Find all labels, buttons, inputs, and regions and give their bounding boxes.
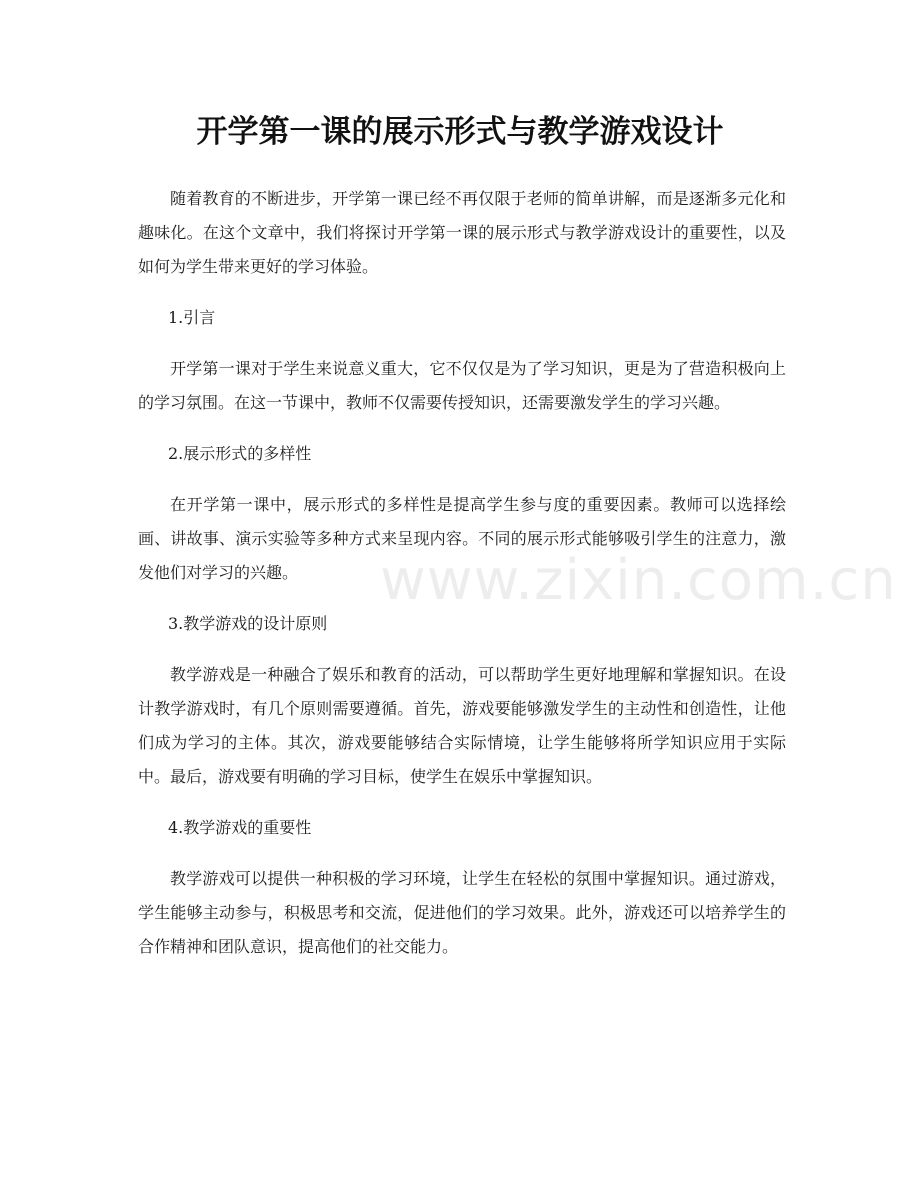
- section-heading-1: 1.引言: [168, 308, 216, 327]
- section-body-2: 在开学第一课中，展示形式的多样性是提高学生参与度的重要因素。教师可以选择绘画、讲故事、演示实验等多种方式来呈现内容。不同的展示形式能够吸引学生的注意力，激发他们对学习的兴趣。: [138, 495, 786, 582]
- section-heading-3: 3.教学游戏的设计原则: [168, 614, 328, 633]
- document-body: [138, 182, 786, 964]
- intro-paragraph: 随着教育的不断进步，开学第一课已经不再仅限于老师的简单讲解，而是逐渐多元化和趣味化。在这个文章中，我们将探讨开学第一课的展示形式与教学游戏设计的重要性，以及如何为学生带来更好的学习体验。: [138, 189, 786, 276]
- section-heading-4: 4.教学游戏的重要性: [168, 818, 312, 837]
- section-body-3: 教学游戏是一种融合了娱乐和教育的活动，可以帮助学生更好地理解和掌握知识。在设计教学游戏时，有几个原则需要遵循。首先，游戏要能够激发学生的主动性和创造性，让他们成为学习的主体。其次，游戏要能够结合实际情境，让学生能够将所学知识应用于实际中。最后，游戏要有明确的学习目标，使学生在娱乐中掌握知识。: [138, 665, 786, 786]
- watermark: www.zixin.com.cn: [380, 548, 897, 613]
- section-body-1: 开学第一课对于学生来说意义重大，它不仅仅是为了学习知识，更是为了营造积极向上的学习氛围。在这一节课中，教师不仅需要传授知识，还需要激发学生的学习兴趣。: [138, 359, 786, 412]
- section-heading-2: 2.展示形式的多样性: [168, 444, 312, 463]
- document-title: 开学第一课的展示形式与教学游戏设计: [196, 114, 724, 150]
- section-body-4: 教学游戏可以提供一种积极的学习环境，让学生在轻松的氛围中掌握知识。通过游戏，学生能够主动参与，积极思考和交流，促进他们的学习效果。此外，游戏还可以培养学生的合作精神和团队意识，提高他们的社交能力。: [138, 869, 786, 956]
